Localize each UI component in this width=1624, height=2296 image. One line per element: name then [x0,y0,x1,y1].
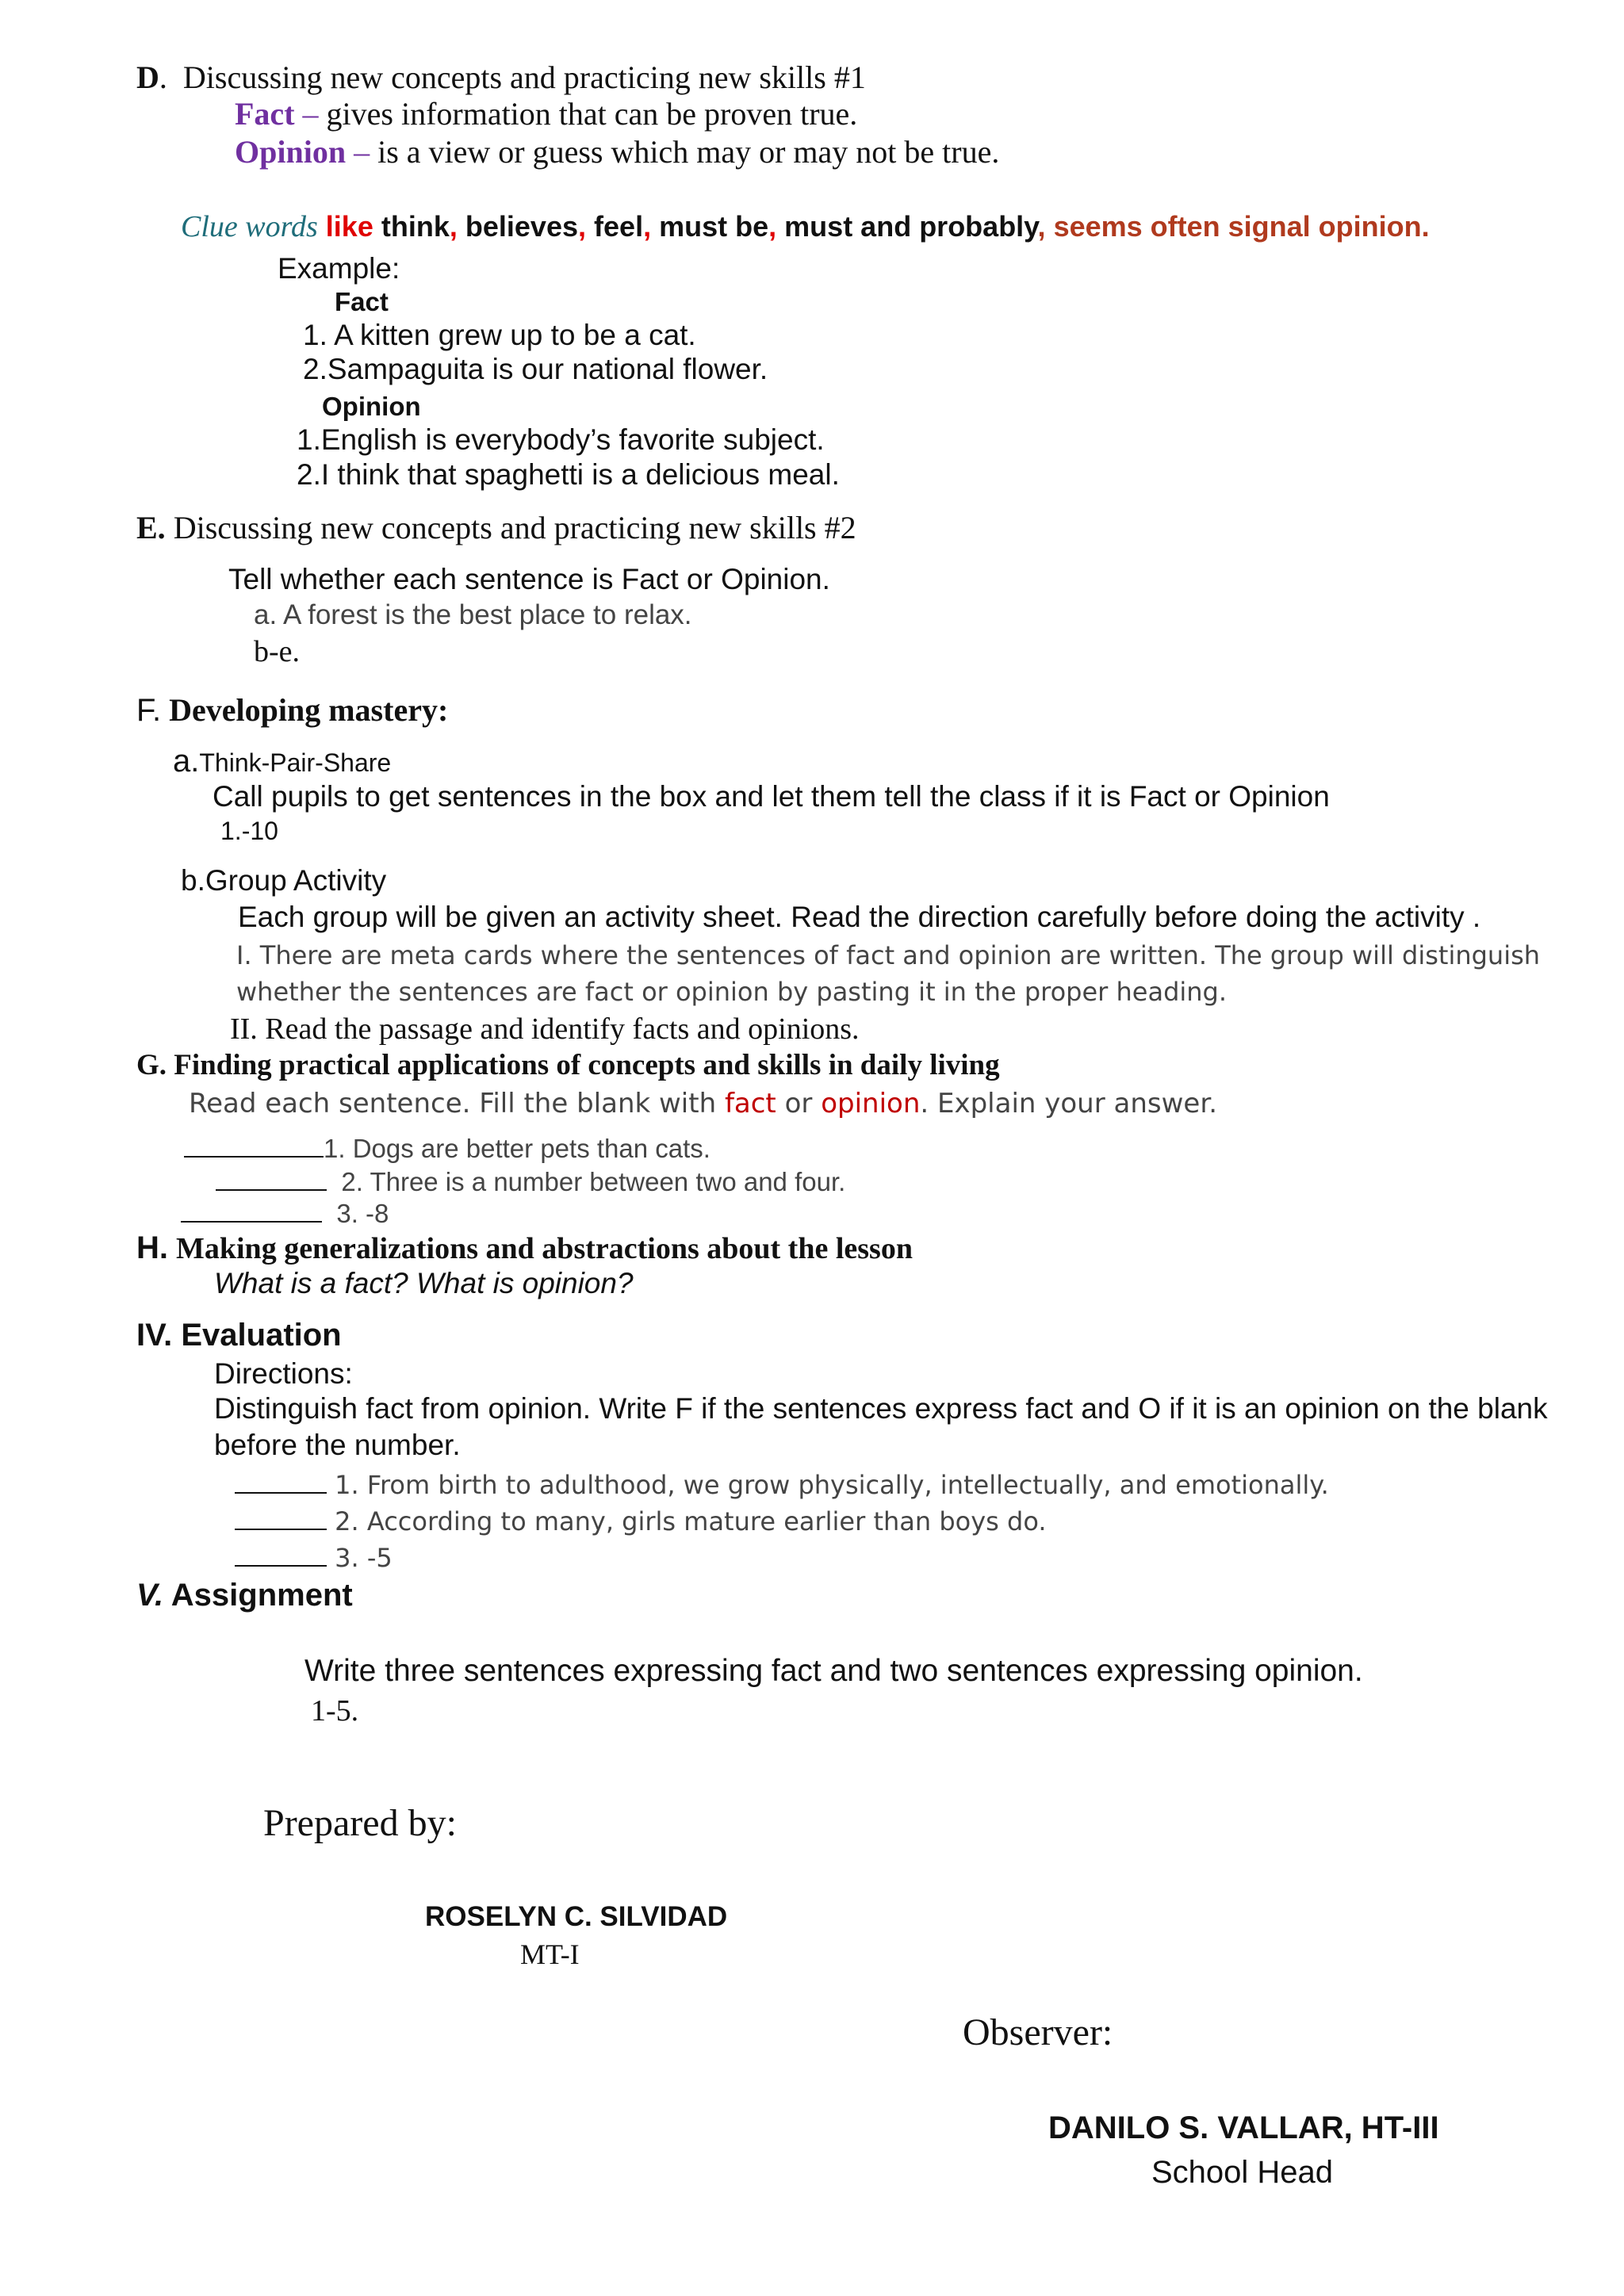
opinion-example-2: 2.I think that spaghetti is a delicious meal. [297,458,840,491]
word-opinion: opinion [821,1088,921,1119]
directions-label: Directions: [214,1357,353,1390]
opinion-term: Opinion [235,134,347,170]
section-d-letter: D [136,59,159,95]
fact-term: Fact [235,96,295,132]
assignment-range: 1-5. [311,1694,359,1728]
section-v-title: Assignment [170,1578,353,1613]
fact-def-text: gives information that can be proven true. [326,96,858,132]
activity-a-text: Call pupils to get sentences in the box and let them tell the class if it is Fact or Opinion [213,780,1330,813]
answer-blank [216,1165,327,1191]
activity-b-title: b.Group Activity [181,864,387,897]
activity-b-item1-line1: I. There are meta cards where the sentences of fact and opinion are written. The group will distinguish [236,940,1541,970]
g-item-3: 3. -8 [181,1197,389,1229]
activity-b-text: Each group will be given an activity sheet. Read the direction carefully before doing the activity . [238,901,1481,933]
section-iv-heading: IV. Evaluation [136,1318,342,1353]
activity-b-item2: II. Read the passage and identify facts and opinions. [230,1012,860,1046]
answer-blank [235,1468,327,1494]
fact-example-1: 1. A kitten grew up to be a cat. [303,319,696,351]
assignment-text: Write three sentences expressing fact and two sentences expressing opinion. [304,1654,1363,1688]
opinion-example-1: 1.English is everybody’s favorite subject. [297,423,825,456]
clue-like: like [325,210,373,243]
fact-definition: Fact – gives information that can be proven true. [235,96,858,132]
section-e-title: Discussing new concepts and practicing new skills #2 [173,510,856,545]
activity-b-item1-line2: whether the sentences are fact or opinion by pasting it in the proper heading. [236,977,1228,1007]
clue-words-line: Clue words like think, believes, feel, must be, must and probably, seems often signal opinion. [181,210,1430,243]
section-h-title: Making generalizations and abstractions about the lesson [176,1232,913,1265]
opinion-def-text: is a view or guess which may or may not be true. [377,134,1000,170]
section-v-heading [136,1578,353,1613]
section-h-question: What is a fact? What is opinion? [214,1267,634,1299]
section-f-title: Developing mastery: [169,692,449,728]
observer-title: School Head [1151,2155,1334,2190]
section-e-heading [136,509,856,546]
opinion-definition: Opinion – is a view or guess which may or may not be true. [235,134,1000,170]
section-d-heading: D. Discussing new concepts and practicing new skills #1 [136,59,866,95]
fact-example-heading: Fact [335,287,389,316]
answer-blank [181,1197,322,1223]
section-e-letter: E. [136,510,166,545]
g-item-2: 2. Three is a number between two and four. [216,1165,845,1197]
eval-item-1: 1. From birth to adulthood, we grow physically, intellectually, and emotionally. [235,1468,1329,1500]
word-fact: fact [724,1088,776,1119]
eval-item-3: 3. -5 [235,1541,393,1573]
section-f-letter: F. [136,693,162,728]
section-e-item-a: a. A forest is the best place to relax. [254,599,692,630]
section-e-item-b: b-e. [254,635,301,668]
section-v-numeral: V. [136,1578,164,1613]
prepared-by-title: MT-I [520,1938,580,1970]
opinion-example-heading: Opinion [322,392,421,421]
section-d-title: Discussing new concepts and practicing new skills #1 [182,59,866,95]
section-g-heading: G. Finding practical applications of concepts and skills in daily living [136,1049,1000,1081]
clue-words-label: Clue words [181,210,318,243]
g-item-1: 1. Dogs are better pets than cats. [184,1132,710,1164]
prepared-by-label: Prepared by: [263,1802,457,1844]
activity-a-title: a.Think-Pair-Share [173,744,392,779]
section-h-heading [136,1229,913,1266]
section-f-heading [136,691,448,729]
observer-name: DANILO S. VALLAR, HT-III [1048,2110,1439,2145]
section-e-instruction: Tell whether each sentence is Fact or Opinion. [228,563,830,595]
fact-example-2: 2.Sampaguita is our national flower. [303,353,768,385]
eval-item-2: 2. According to many, girls mature earlier than boys do. [235,1505,1047,1536]
answer-blank [235,1505,327,1530]
example-label: Example: [278,252,400,285]
activity-a-range: 1.-10 [220,817,278,845]
section-g-instruction: Read each sentence. Fill the blank with fact or opinion. Explain your answer. [189,1088,1218,1119]
directions-line-2: before the number. [214,1429,461,1461]
prepared-by-name: ROSELYN C. SILVIDAD [425,1901,728,1932]
observer-label: Observer: [963,2011,1113,2053]
section-h-letter: H. [136,1230,168,1265]
directions-line-1: Distinguish fact from opinion. Write F if the sentences express fact and O if it is an opinion on the blank [214,1392,1548,1425]
clue-tail: seems often signal opinion. [1053,210,1430,243]
answer-blank [235,1541,327,1567]
answer-blank [184,1132,324,1158]
